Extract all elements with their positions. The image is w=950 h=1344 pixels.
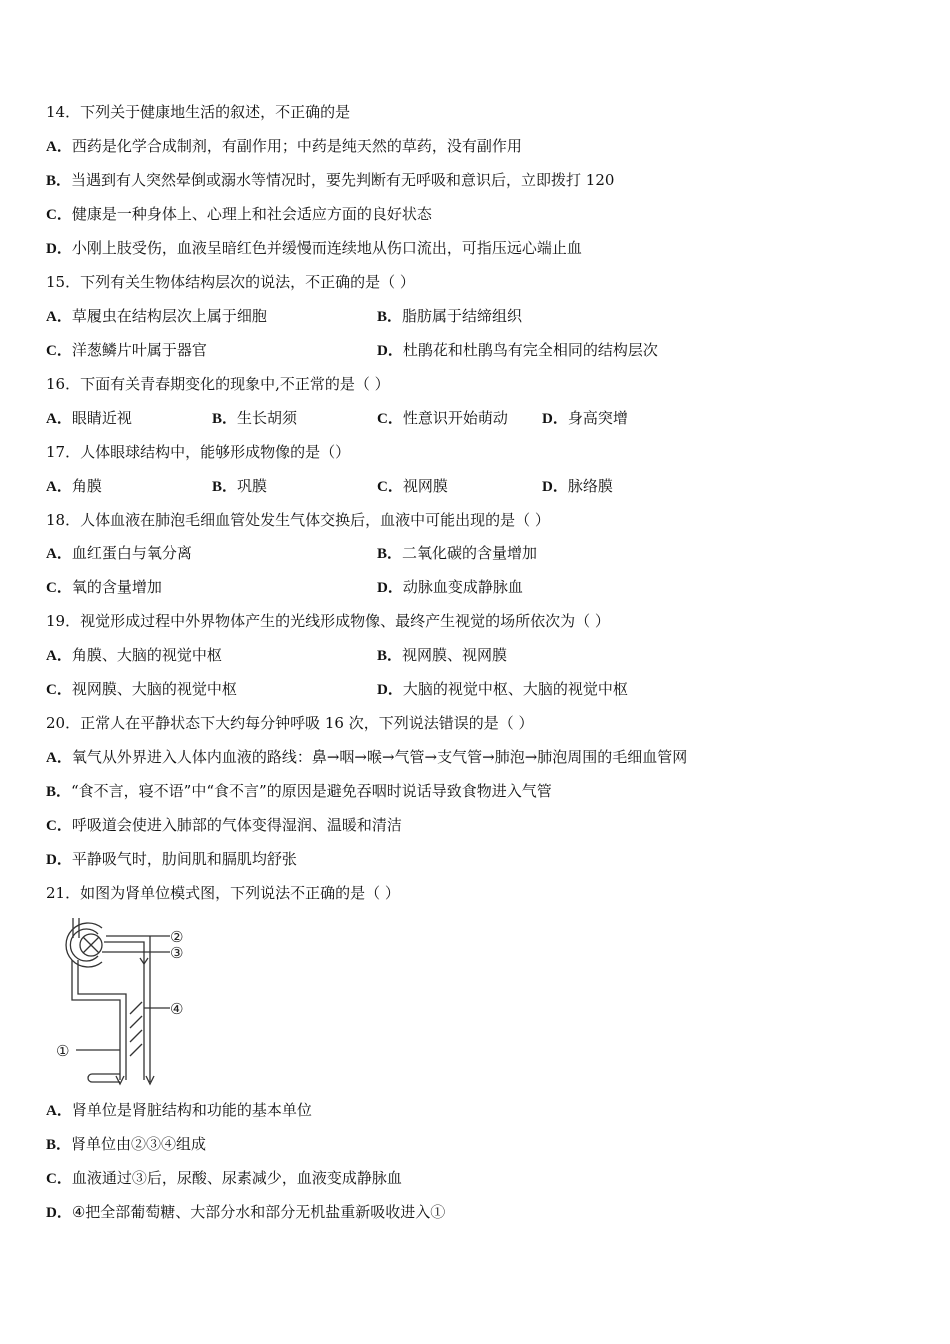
- question-16-stem: 16．下面有关青春期变化的现象中,不正常的是（ ）: [46, 375, 390, 393]
- option-text: 眼睛近视: [71, 409, 132, 427]
- question-17-stem: 17．人体眼球结构中，能够形成物像的是（）: [46, 443, 351, 461]
- q16-option-d: [542, 408, 628, 429]
- q20-option-d: [46, 849, 297, 870]
- q14-option-a: [46, 136, 522, 157]
- option-text: 角膜、大脑的视觉中枢: [71, 646, 222, 664]
- option-label: A．: [46, 139, 72, 155]
- option-text: ④把全部葡萄糖、大部分水和部分无机盐重新吸收进入①: [71, 1203, 446, 1221]
- option-label: A．: [46, 309, 72, 325]
- question-20-stem: 20．正常人在平静状态下大约每分钟呼吸 16 次，下列说法错误的是（ ）: [46, 714, 534, 732]
- option-text: 西药是化学合成制剂，有副作用；中药是纯天然的草药，没有副作用: [71, 137, 522, 155]
- label-1: ①: [56, 1042, 70, 1060]
- q16-option-b: [212, 408, 297, 429]
- option-text: 杜鹃花和杜鹃鸟有完全相同的结构层次: [402, 341, 658, 359]
- option-label: C．: [46, 682, 72, 698]
- q17-option-d: [542, 476, 613, 497]
- option-text: “食不言，寝不语”中“食不言”的原因是避免吞咽时说话导致食物进入气管: [71, 782, 552, 800]
- question-19-stem: 19．视觉形成过程中外界物体产生的光线形成物像、最终产生视觉的场所依次为（ ）: [46, 612, 610, 630]
- option-label: B．: [46, 784, 72, 800]
- q18-option-b: [377, 543, 537, 564]
- q15-option-b: [377, 306, 522, 327]
- option-text: 脉络膜: [567, 477, 613, 495]
- option-label: A．: [46, 479, 72, 495]
- option-label: B．: [377, 648, 403, 664]
- option-text: 身高突增: [567, 409, 628, 427]
- label-3: ③: [170, 944, 184, 962]
- option-text: 视网膜、视网膜: [402, 646, 508, 664]
- q14-option-c: [46, 204, 432, 225]
- option-text: 健康是一种身体上、心理上和社会适应方面的良好状态: [71, 205, 432, 223]
- option-text: 平静吸气时，肋间肌和膈肌均舒张: [71, 850, 297, 868]
- q14-option-b: [46, 170, 614, 191]
- q21-option-b: [46, 1134, 206, 1155]
- label-4: ④: [170, 1000, 184, 1018]
- option-text: 氧气从外界进入人体内血液的路线：鼻→咽→喉→气管→支气管→肺泡→肺泡周围的毛细血管网: [71, 748, 688, 766]
- option-label: B．: [377, 309, 403, 325]
- q15-option-d: [377, 340, 658, 361]
- q15-option-c: [46, 340, 207, 361]
- option-label: B．: [212, 479, 238, 495]
- option-label: D．: [46, 1205, 72, 1221]
- q18-option-c: [46, 577, 162, 598]
- q16-option-a: [46, 408, 132, 429]
- q20-option-b: [46, 781, 552, 802]
- q19-option-c: [46, 679, 237, 700]
- option-label: D．: [542, 479, 568, 495]
- option-text: 小刚上肢受伤，血液呈暗红色并缓慢而连续地从伤口流出，可指压远心端止血: [71, 239, 582, 257]
- option-label: D．: [46, 241, 72, 257]
- option-label: D．: [542, 411, 568, 427]
- q20-option-a: [46, 747, 687, 768]
- option-text: 生长胡须: [237, 409, 298, 427]
- option-label: D．: [377, 682, 403, 698]
- option-text: 肾单位是肾脏结构和功能的基本单位: [71, 1101, 312, 1119]
- q21-option-d: [46, 1202, 445, 1223]
- q17-option-c: [377, 476, 448, 497]
- option-label: C．: [46, 818, 72, 834]
- option-text: 二氧化碳的含量增加: [402, 544, 538, 562]
- option-label: A．: [46, 1103, 72, 1119]
- option-text: 肾单位由②③④组成: [71, 1135, 207, 1153]
- option-text: 草履虫在结构层次上属于细胞: [71, 307, 267, 325]
- option-text: 脂肪属于结缔组织: [402, 307, 523, 325]
- q20-option-c: [46, 815, 402, 836]
- question-15-stem: 15．下列有关生物体结构层次的说法，不正确的是（ ）: [46, 273, 415, 291]
- option-text: 当遇到有人突然晕倒或溺水等情况时，要先判断有无呼吸和意识后，立即拨打 120: [71, 171, 615, 189]
- option-text: 氧的含量增加: [71, 578, 162, 596]
- option-text: 大脑的视觉中枢、大脑的视觉中枢: [402, 680, 628, 698]
- option-text: 血液通过③后，尿酸、尿素减少，血液变成静脉血: [71, 1169, 402, 1187]
- option-label: C．: [377, 479, 403, 495]
- option-text: 性意识开始萌动: [402, 409, 508, 427]
- label-2: ②: [170, 928, 184, 946]
- q21-option-c: [46, 1168, 402, 1189]
- q17-option-a: [46, 476, 102, 497]
- option-label: C．: [46, 207, 72, 223]
- question-14-stem: 14．下列关于健康地生活的叙述，不正确的是: [46, 103, 351, 121]
- option-label: C．: [46, 580, 72, 596]
- q19-option-a: [46, 645, 222, 666]
- option-label: B．: [377, 546, 403, 562]
- option-label: D．: [46, 852, 72, 868]
- option-label: C．: [46, 343, 72, 359]
- q17-option-b: [212, 476, 267, 497]
- option-text: 视网膜: [402, 477, 448, 495]
- option-text: 呼吸道会使进入肺部的气体变得湿润、温暖和清洁: [71, 816, 402, 834]
- option-label: B．: [46, 173, 72, 189]
- q16-option-c: [377, 408, 508, 429]
- option-text: 角膜: [71, 477, 102, 495]
- option-text: 血红蛋白与氧分离: [71, 544, 192, 562]
- q14-option-d: [46, 238, 582, 259]
- q18-option-d: [377, 577, 523, 598]
- option-text: 动脉血变成静脉血: [402, 578, 523, 596]
- question-21-stem: 21．如图为肾单位模式图，下列说法不正确的是（ ）: [46, 884, 400, 902]
- q21-option-a: [46, 1100, 312, 1121]
- option-label: B．: [46, 1137, 72, 1153]
- option-label: C．: [377, 411, 403, 427]
- q19-option-d: [377, 679, 628, 700]
- q18-option-a: [46, 543, 192, 564]
- option-text: 巩膜: [237, 477, 268, 495]
- option-label: A．: [46, 750, 72, 766]
- option-label: A．: [46, 411, 72, 427]
- option-label: B．: [212, 411, 238, 427]
- option-label: A．: [46, 648, 72, 664]
- question-18-stem: 18．人体血液在肺泡毛细血管处发生气体交换后，血液中可能出现的是（ ）: [46, 511, 550, 529]
- option-text: 视网膜、大脑的视觉中枢: [71, 680, 237, 698]
- nephron-diagram: [46, 916, 196, 1088]
- option-label: A．: [46, 546, 72, 562]
- option-label: D．: [377, 343, 403, 359]
- option-text: 洋葱鳞片叶属于器官: [71, 341, 207, 359]
- option-label: D．: [377, 580, 403, 596]
- q19-option-b: [377, 645, 507, 666]
- q15-option-a: [46, 306, 267, 327]
- option-label: C．: [46, 1171, 72, 1187]
